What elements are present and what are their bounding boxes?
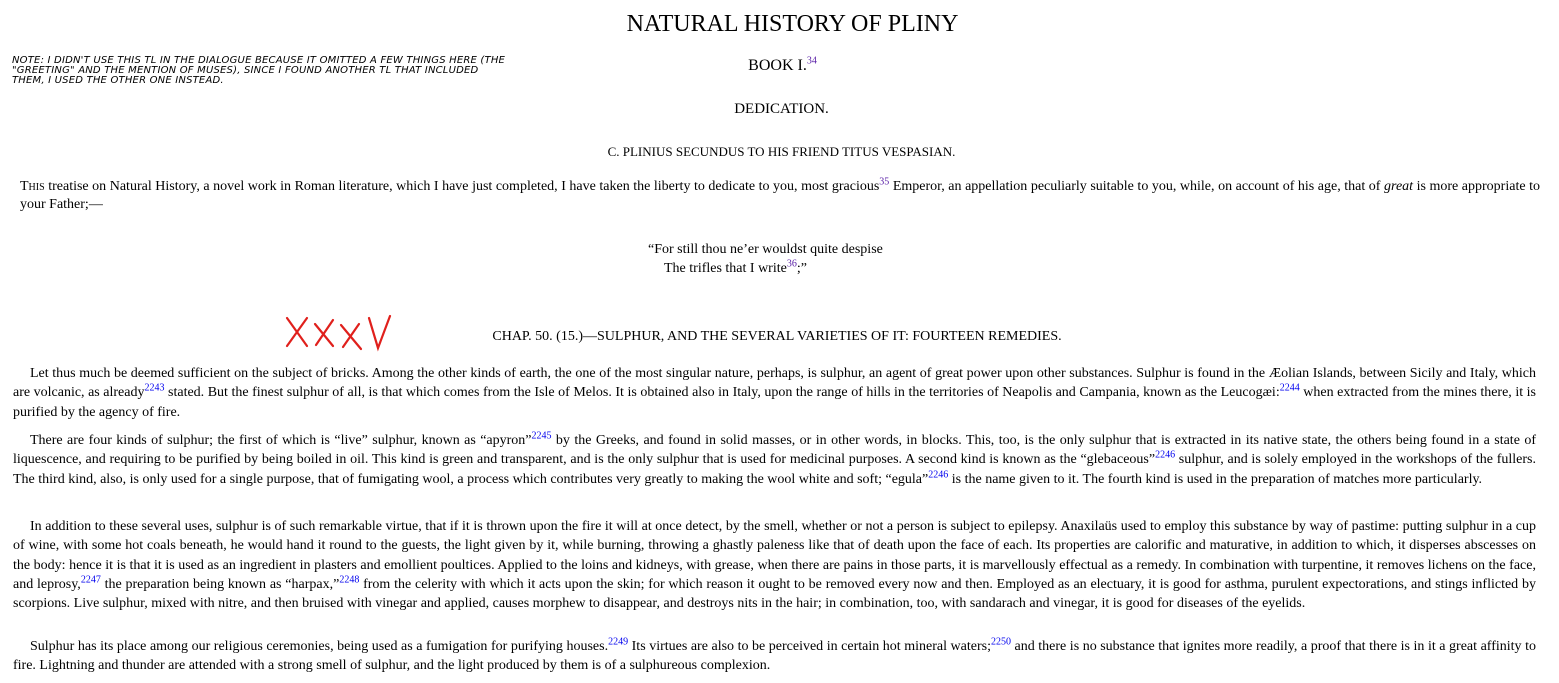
translator-note: NOTE: I DIDN'T USE THIS TL IN THE DIALOGUE BECAUSE IT OMITTED A FEW THINGS HERE (THE "GREETING" AND THE MENTION OF MUSES), SINCE I FOUND ANOTHER TL THAT INCLUDED THEM, I USED THE OTHER ONE INSTEAD. xyxy=(12,55,506,86)
paragraph-text: by the Greeks, and found in solid masses, or in other words, in blocks. This, too, is the only sulphur that is extracted in its native state, the others being found in a state of liquescence, and requiring to be purified by being boiled in oil. This kind is green and transparent, and is the only sulphur that is used for medicinal purposes. A second kind is known as the “glebaceous” xyxy=(13,433,1536,468)
verse-quote xyxy=(648,240,883,278)
book-heading xyxy=(0,56,1559,76)
footnote-link[interactable]: 36 xyxy=(786,258,797,270)
chapter-paragraph xyxy=(13,517,1536,613)
paragraph-text: from the celerity with which it acts upon the skin; for which reason it ought to be removed every now and then. Employed as an electuary, it is good for asthma, purulent expectorations, and stings inflicted by scorpions. Live sulphur, mixed with nitre, and then bruised with vinegar and applied, causes morphew to disappear, and destroys nits in the hair; in combination, too, with sandarach and vinegar, it is good for diseases of the eyelids. xyxy=(13,576,1536,612)
paragraph-text: and there is no substance that ignites more readily, a proof that there is in it a great affinity to fire. Lightning and thunder are attended with a strong smell of sulphur, and the light produced by them is of a sulphureous complexion. xyxy=(13,639,1536,674)
verse-text: The trifles that I write xyxy=(664,261,787,276)
paragraph-text: stated. But the finest sulphur of all, is that which comes from the Isle of Melos. It is obtained also in Italy, upon the range of hills in the territories of Neapolis and Campania, known as the Leucogæi: xyxy=(164,385,1280,401)
page-title: NATURAL HISTORY OF PLINY xyxy=(626,11,959,37)
italic-word: great xyxy=(1384,179,1414,194)
paragraph-text: when extracted from the mines there, it is purified by the agency of fire. xyxy=(13,385,1536,420)
paragraph-text: treatise on Natural History, a novel work in Roman literature, which I have just completed, I have taken the liberty to dedicate to you, most gracious xyxy=(44,179,880,194)
footnote-link[interactable]: 2247 xyxy=(80,574,101,586)
salutation-heading: C. PLINIUS SECUNDUS TO HIS FRIEND TITUS VESPASIAN. xyxy=(607,144,956,159)
verse-text: ;” xyxy=(796,261,807,276)
paragraph-text: is more appropriate to your Father;— xyxy=(20,179,1540,212)
chapter-paragraph xyxy=(13,431,1536,489)
footnote-link[interactable]: 2246 xyxy=(1155,449,1176,461)
paragraph-text: the preparation being known as “harpax,” xyxy=(100,576,340,592)
paragraph-text: Its virtues are also to be perceived in certain hot mineral waters; xyxy=(628,639,991,654)
footnote-link[interactable]: 2245 xyxy=(531,430,552,442)
book-label: BOOK I. xyxy=(748,57,807,74)
verse-line xyxy=(648,259,883,278)
paragraph-text: sulphur, and is solely employed in the workshops of the fullers. The third kind, also, is only used for a single purpose, that of fumigating wool, a process which contributes very greatly to making the wool white and soft; “egula” xyxy=(13,452,1536,487)
footnote-link[interactable]: 2248 xyxy=(339,574,360,586)
footnote-link[interactable]: 2243 xyxy=(144,382,165,394)
paragraph-text: In addition to these several uses, sulphur is of such remarkable virtue, that if it is thrown upon the fire it will at once detect, by the smell, whether or not a person is subject to epilepsy. Anaxilaüs used to employ this substance by way of pastime: putting sulphur in a cup of wine, with some hot coals beneath, he would hand it round to the guests, the light given by it, while burning, throwing a ghastly paleness like that of death upon the face of each. Its properties are calorific and maturative, in addition to which, it disperses abscesses on the body: hence it is that it is used as an ingredient in plasters and emollient poultices. Applied to the loins and kidneys, with grease, when there are pains in those parts, it is marvellously effectual as a remedy. In combination with turpentine, it removes lichens on the face, and leprosy, xyxy=(13,519,1536,592)
verse-line: “For still thou ne’er wouldst quite despise xyxy=(648,242,883,257)
dedication-paragraph xyxy=(20,178,1540,214)
chapter-heading: CHAP. 50. (15.)—SULPHUR, AND THE SEVERAL VARIETIES OF IT: FOURTEEN REMEDIES. xyxy=(492,329,1062,344)
chapter-paragraph xyxy=(13,637,1536,676)
paragraph-text: is the name given to it. The fourth kind is used in the preparation of matches more particularly. xyxy=(948,471,1483,487)
lead-word: This xyxy=(20,179,45,194)
paragraph-text: Let thus much be deemed sufficient on the subject of bricks. Among the other kinds of earth, the one of the most singular nature, perhaps, is sulphur, an agent of great power upon other substances. Sulphur is found in the Æolian Islands, between Sicily and Italy, which are volcanic, as already xyxy=(13,366,1536,401)
footnote-link[interactable]: 2244 xyxy=(1279,382,1300,394)
dedication-heading: DEDICATION. xyxy=(734,101,829,117)
chapter-paragraph xyxy=(13,364,1536,422)
paragraph-text: There are four kinds of sulphur; the first of which is “live” sulphur, known as “apyron” xyxy=(30,433,532,448)
footnote-link[interactable]: 35 xyxy=(879,176,890,188)
footnote-link[interactable]: 2250 xyxy=(990,636,1011,648)
paragraph-text: Sulphur has its place among our religious ceremonies, being used as a fumigation for purifying houses. xyxy=(30,639,609,654)
paragraph-text: Emperor, an appellation peculiarly suitable to you, while, on account of his age, that of xyxy=(889,179,1385,194)
footnote-link[interactable]: 2246 xyxy=(928,468,949,480)
footnote-link[interactable]: 2249 xyxy=(608,636,629,648)
footnote-link[interactable]: 34 xyxy=(806,55,817,67)
